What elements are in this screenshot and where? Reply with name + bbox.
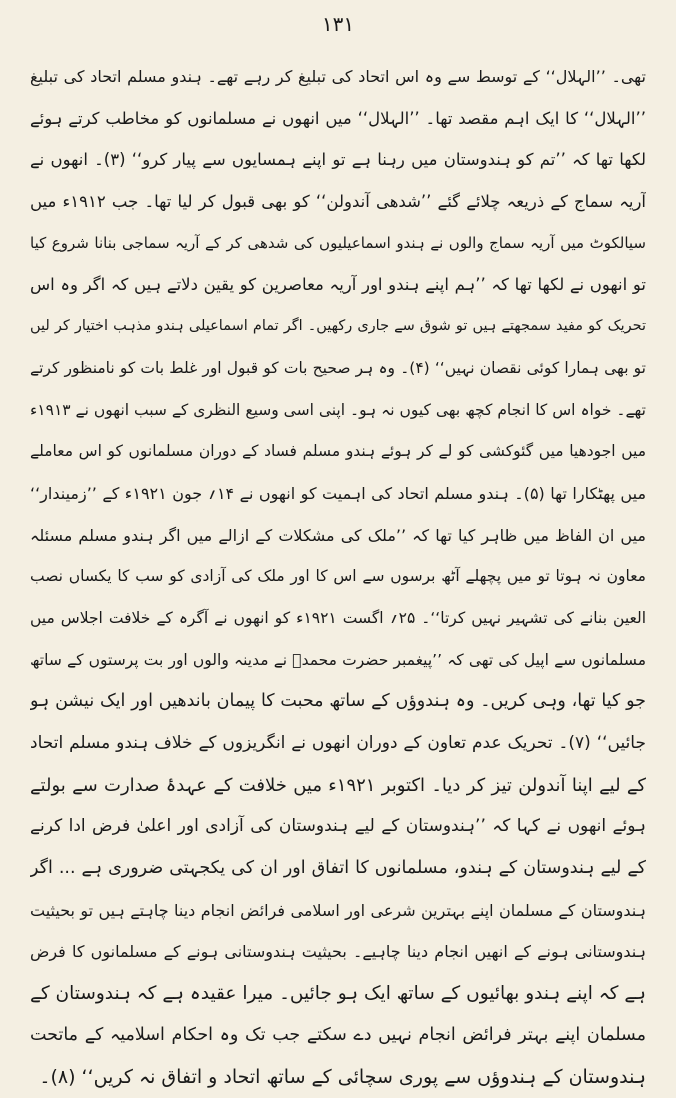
text-line: ’’الہلال‘‘ کا ایک اہم مقصد تھا۔ ’’الہلال‘‘ میں انھوں نے مسلمانوں کو مخاطب کرتے ہوئے (30, 98, 646, 140)
text-line: تحریک کو مفید سمجھتے ہیں تو شوق سے جاری رکھیں۔ اگر تمام اسماعیلی ہندو مذہب اختیار کر لیں (30, 306, 646, 348)
text-line: ہندوستانی ہونے کے انھیں انجام دینا چاہیے۔ بحیثیت ہندوستانی ہونے کے مسلمانوں کا فرض (30, 931, 646, 973)
text-line: ہے کہ اپنے ہندو بھائیوں کے ساتھ ایک ہو جائیں۔ میرا عقیدہ ہے کہ ہندوستان کے (30, 973, 646, 1015)
text-line: ہوئے انھوں نے کہا کہ ’’ہندوستان کے لیے ہندوستان کی آزادی اور اعلیٰ فرض ادا کرنے (30, 806, 646, 848)
text-line: ہندوستان کے ہندوؤں سے پوری سچائی کے ساتھ اتحاد و اتفاق نہ کریں‘‘ (۸)۔ (30, 1057, 646, 1098)
page-number: ۱۳۱ (0, 12, 676, 36)
text-line: العین بنانے کی تشہیر نہیں کرتا‘‘۔ ۲۵؍ اگست ۱۹۲۱ء کو انھوں نے آگرہ کے خلافت اجلاس میں (30, 598, 646, 640)
text-line: تھی۔ ’’الہلال‘‘ کے توسط سے وہ اس اتحاد کی تبلیغ کر رہے تھے۔ ہندو مسلم اتحاد کی تبلیغ (30, 56, 646, 98)
text-line: مسلمانوں سے اپیل کی تھی کہ ’’پیغمبر حضرت محمدؐ نے مدینہ والوں اور بت پرستوں کے ساتھ (30, 640, 646, 682)
text-line: میں اجودھیا میں گئوکشی کو لے کر ہوئے ہندو مسلم فساد کے دوران مسلمانوں کو اس معاملے (30, 431, 646, 473)
text-body (30, 56, 646, 1098)
text-line: میں پھٹکارا تھا (۵)۔ ہندو مسلم اتحاد کی اہمیت کو انھوں نے ۱۴؍ جون ۱۹۲۱ء کے ’’زمیندار‘‘ (30, 473, 646, 515)
text-line: تو انھوں نے لکھا تھا کہ ’’ہم اپنے ہندو اور آریہ معاصرین کو یقین دلاتے ہیں کہ اگر وہ اس (30, 264, 646, 306)
text-line: کے لیے ہندوستان کے ہندو، مسلمانوں کا اتفاق اور ان کی یکجہتی ضروری ہے ... اگر (30, 848, 646, 890)
text-line: میں ان الفاظ میں ظاہر کیا تھا کہ ’’ملک کی مشکلات کے ازالے میں اگر ہندو مسلم مسئلہ (30, 515, 646, 557)
text-line: جو کیا تھا، وہی کریں۔ وہ ہندوؤں کے ساتھ محبت کا پیمان باندھیں اور ایک نیشن ہو (30, 681, 646, 723)
text-line: سیالکوٹ میں آریہ سماج والوں نے ہندو اسماعیلیوں کی شدھی کر کے آریہ سماجی بنانا شروع کیا (30, 223, 646, 265)
text-line: تھے۔ خواہ اس کا انجام کچھ بھی کیوں نہ ہو۔ اپنی اسی وسیع النظری کے سبب انھوں نے ۱۹۱۳ء (30, 390, 646, 432)
text-line: کے لیے اپنا آندولن تیز کر دیا۔ اکتوبر ۱۹۲۱ء میں خلافت کے عہدۂ صدارت سے بولتے (30, 765, 646, 807)
text-line: لکھا تھا کہ ’’تم کو ہندوستان میں رہنا ہے تو اپنے ہمسایوں سے پیار کرو‘‘ (۳)۔ انھوں نے (30, 139, 646, 181)
text-line: تو بھی ہمارا کوئی نقصان نہیں‘‘ (۴)۔ وہ ہر صحیح بات کو قبول اور غلط بات کو نامنظور کرتے (30, 348, 646, 390)
text-line: جائیں‘‘ (۷)۔ تحریک عدم تعاون کے دوران انھوں نے انگریزوں کے خلاف ہندو مسلم اتحاد (30, 723, 646, 765)
text-line: ہندوستان کے مسلمان اپنے بہترین شرعی اور اسلامی فرائض انجام دینا چاہتے ہیں تو بحیثیت (30, 890, 646, 932)
text-line: معاون نہ ہوتا تو میں پچھلے آٹھ برسوں سے اس کا اور ملک کی آزادی کو سب کا یکساں نصب (30, 556, 646, 598)
text-line: مسلمان اپنے بہتر فرائض انجام نہیں دے سکتے جب تک وہ احکام اسلامیہ کے ماتحت (30, 1015, 646, 1057)
text-line: آریہ سماج کے ذریعہ چلائے گئے ’’شدھی آندولن‘‘ کو بھی قبول کر لیا تھا۔ جب ۱۹۱۲ء میں (30, 181, 646, 223)
